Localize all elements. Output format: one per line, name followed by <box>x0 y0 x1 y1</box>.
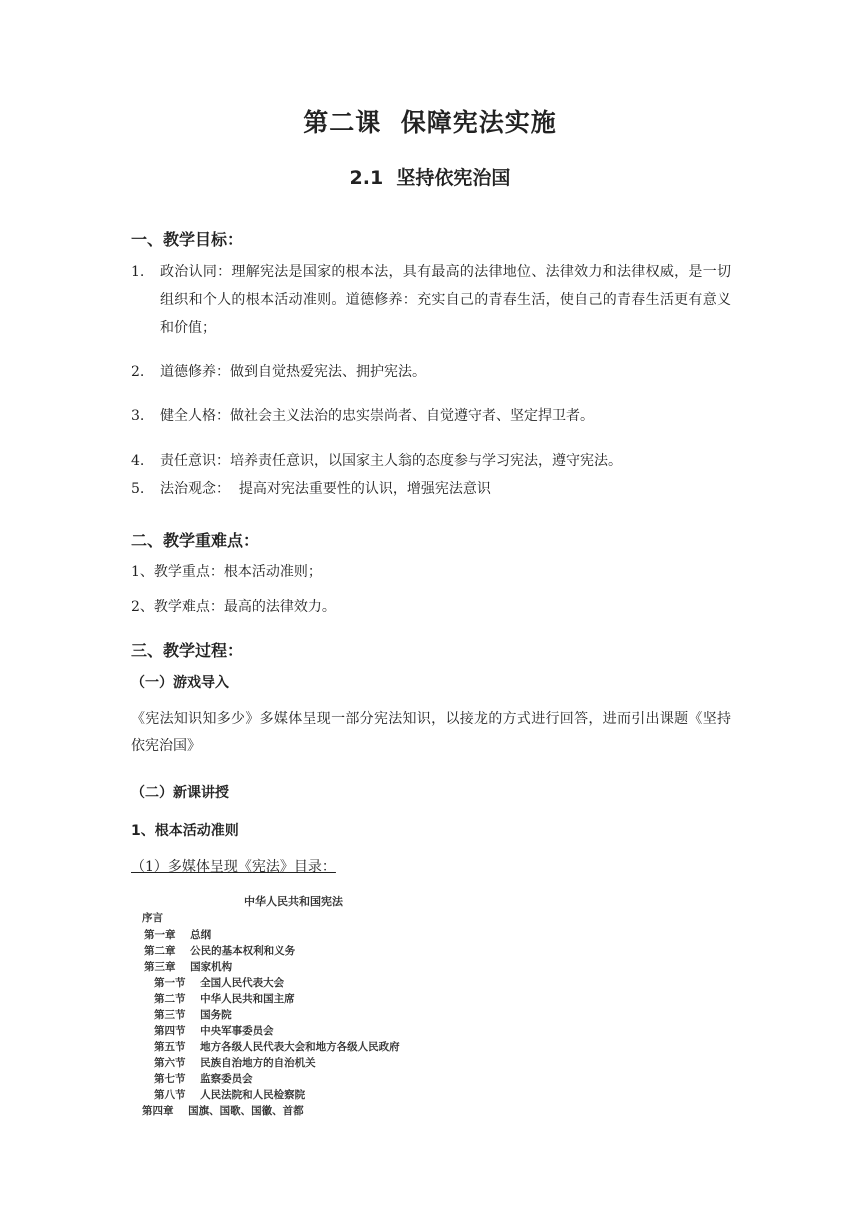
toc-row: 第一节 全国人民代表大会 <box>154 977 285 989</box>
toc-row: 第二节 中华人民共和国主席 <box>154 993 295 1005</box>
toc-row: 第四节 中央军事委员会 <box>154 1025 274 1037</box>
section-heading-process: 三、教学过程： <box>131 641 244 660</box>
list-item-number: 1. <box>131 264 145 280</box>
toc-intro-line: （1）多媒体呈现《宪法》目录： <box>131 859 336 875</box>
toc-title: 中华人民共和国宪法 <box>244 895 343 908</box>
section-heading-key-points: 二、教学重难点： <box>131 531 260 550</box>
list-item-text: 道德修养：做到自觉热爱宪法、拥护宪法。 <box>160 364 426 380</box>
page-subtitle: 2.1 坚持依宪治国 <box>349 167 511 189</box>
toc-row: 序言 <box>142 912 163 924</box>
toc-row: 第七节 监察委员会 <box>154 1073 253 1085</box>
difficult-point: 2、教学难点：最高的法律效力。 <box>131 599 336 615</box>
toc-row: 第八节 人民法院和人民检察院 <box>154 1089 306 1101</box>
list-item <box>131 358 731 386</box>
list-item-text: 责任意识：培养责任意识，以国家主人翁的态度参与学习宪法，遵守宪法。 <box>160 453 622 469</box>
subheading-fundamental-rules: 1、根本活动准则 <box>131 823 239 839</box>
intro-paragraph: 《宪法知识知多少》多媒体呈现一部分宪法知识，以接龙的方式进行回答，进而引出课题《坚持依宪治国》 <box>131 711 731 754</box>
toc-row: 第三节 国务院 <box>154 1009 232 1021</box>
list-item-text: 政治认同：理解宪法是国家的根本法，具有最高的法律地位、法律效力和法律权威，是一切组织和个人的根本活动准则。道德修养：充实自己的青春生活，使自己的青春生活更有意义和价值； <box>160 264 731 336</box>
list-item <box>131 258 731 342</box>
toc-row: 第一章 总纲 <box>144 929 212 941</box>
list-item-number: 2. <box>131 364 145 380</box>
list-item-number: 5. <box>131 481 145 497</box>
page-title: 第二课 保障宪法实施 <box>303 108 557 137</box>
toc-row: 第六节 民族自治地方的自治机关 <box>154 1057 316 1069</box>
subheading-game-intro: （一）游戏导入 <box>131 675 229 691</box>
toc-row: 第三章 国家机构 <box>144 961 233 973</box>
key-point: 1、教学重点：根本活动准则； <box>131 564 322 580</box>
list-item <box>131 447 731 475</box>
list-item-number: 3. <box>131 408 145 424</box>
list-item-text: 法治观念： 提高对宪法重要性的认识，增强宪法意识 <box>160 481 491 497</box>
list-item-text: 健全人格：做社会主义法治的忠实崇尚者、自觉遵守者、坚定捍卫者。 <box>160 408 594 424</box>
list-item-number: 4. <box>131 453 145 469</box>
list-item <box>131 475 731 503</box>
toc-row: 第五节 地方各级人民代表大会和地方各级人民政府 <box>154 1041 400 1053</box>
subheading-new-lesson: （二）新课讲授 <box>131 785 229 801</box>
toc-row: 第二章 公民的基本权利和义务 <box>144 945 296 957</box>
list-item <box>131 402 731 430</box>
toc-row: 第四章 国旗、国歌、国徽、首都 <box>142 1105 304 1117</box>
section-heading-objectives: 一、教学目标： <box>131 230 244 249</box>
